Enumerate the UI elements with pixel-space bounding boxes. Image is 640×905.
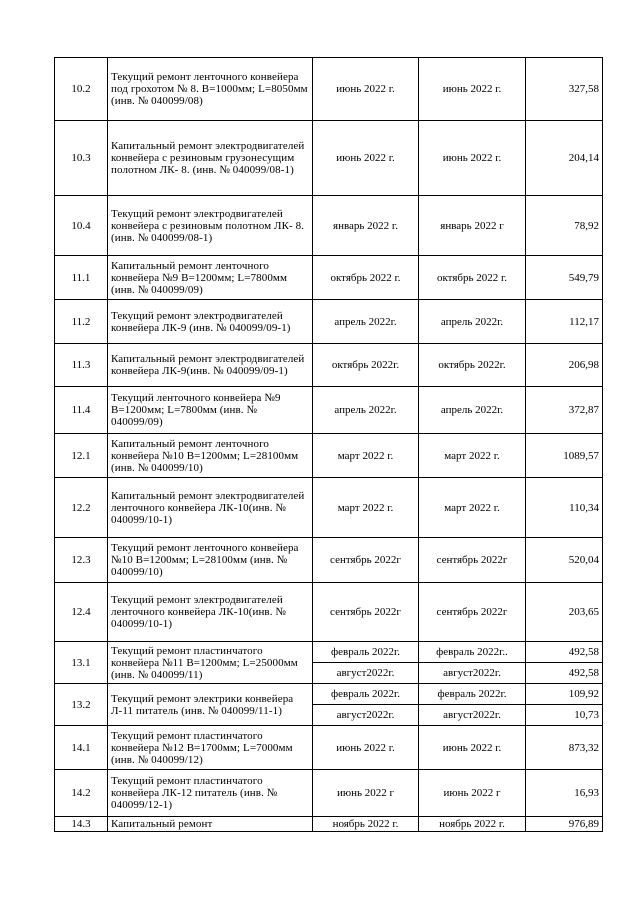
end-date: август2022г.: [419, 663, 526, 684]
row-number: 13.2: [55, 684, 108, 726]
repair-schedule-table: [54, 57, 603, 832]
amount-value: 327,58: [526, 58, 603, 121]
amount-value: 976,89: [526, 817, 603, 832]
amount-value: 112,17: [526, 300, 603, 344]
work-description: Текущий ремонт электродвигателей конвейера ЛК-9 (инв. № 040099/09-1): [108, 300, 313, 344]
table-row: [55, 726, 603, 770]
work-description: Текущий ремонт ленточного конвейера под грохотом № 8. В=1000мм; L=8050мм (инв. № 040099/08): [108, 58, 313, 121]
end-date: ноябрь 2022 г.: [419, 817, 526, 832]
start-date: март 2022 г.: [313, 434, 419, 478]
table-row: [55, 121, 603, 196]
work-description: Капитальный ремонт: [108, 817, 313, 832]
amount-value: 372,87: [526, 387, 603, 434]
end-date: апрель 2022г.: [419, 387, 526, 434]
work-description: Текущий ремонт пластинчатого конвейера №11 В=1200мм; L=25000мм (инв. № 040099/11): [108, 642, 313, 684]
work-description: Капитальный ремонт электродвигателей конвейера ЛК-9(инв. № 040099/09-1): [108, 344, 313, 387]
amount-value: 204,14: [526, 121, 603, 196]
table-row: [55, 684, 603, 705]
table-body: [55, 58, 603, 832]
table-row: [55, 256, 603, 300]
amount-value: 109,92: [526, 684, 603, 705]
table-row: [55, 434, 603, 478]
amount-value: 78,92: [526, 196, 603, 256]
row-number: 10.4: [55, 196, 108, 256]
end-date: сентябрь 2022г: [419, 583, 526, 642]
work-description: Капитальный ремонт ленточного конвейера №10 В=1200мм; L=28100мм (инв. № 040099/10): [108, 434, 313, 478]
end-date: август2022г.: [419, 705, 526, 726]
table-row: [55, 642, 603, 663]
row-number: 10.3: [55, 121, 108, 196]
amount-value: 203,65: [526, 583, 603, 642]
start-date: октябрь 2022г.: [313, 344, 419, 387]
table-row: [55, 817, 603, 832]
amount-value: 110,34: [526, 478, 603, 538]
start-date: апрель 2022г.: [313, 387, 419, 434]
row-number: 11.1: [55, 256, 108, 300]
start-date: февраль 2022г.: [313, 642, 419, 663]
row-number: 12.4: [55, 583, 108, 642]
row-number: 12.1: [55, 434, 108, 478]
end-date: февраль 2022г..: [419, 642, 526, 663]
amount-value: 10,73: [526, 705, 603, 726]
amount-value: 492,58: [526, 663, 603, 684]
row-number: 12.2: [55, 478, 108, 538]
start-date: январь 2022 г.: [313, 196, 419, 256]
table-row: [55, 478, 603, 538]
work-description: Текущий ремонт электрики конвейера Л-11 питатель (инв. № 040099/11-1): [108, 684, 313, 726]
start-date: июнь 2022 г.: [313, 58, 419, 121]
amount-value: 1089,57: [526, 434, 603, 478]
end-date: апрель 2022г.: [419, 300, 526, 344]
start-date: февраль 2022г.: [313, 684, 419, 705]
table-row: [55, 58, 603, 121]
end-date: июнь 2022 г: [419, 770, 526, 817]
table-row: [55, 538, 603, 583]
amount-value: 520,04: [526, 538, 603, 583]
row-number: 11.3: [55, 344, 108, 387]
work-description: Капитальный ремонт ленточного конвейера №9 В=1200мм; L=7800мм (инв. № 040099/09): [108, 256, 313, 300]
row-number: 13.1: [55, 642, 108, 684]
table-row: [55, 387, 603, 434]
work-description: Капитальный ремонт электродвигателей конвейера с резиновым грузонесущим полотном ЛК- 8. (инв. № 040099/08-1): [108, 121, 313, 196]
start-date: октябрь 2022 г.: [313, 256, 419, 300]
end-date: июнь 2022 г.: [419, 58, 526, 121]
end-date: июнь 2022 г.: [419, 121, 526, 196]
end-date: март 2022 г.: [419, 478, 526, 538]
start-date: август2022г.: [313, 705, 419, 726]
row-number: 11.2: [55, 300, 108, 344]
work-description: Капитальный ремонт электродвигателей ленточного конвейера ЛК-10(инв. № 040099/10-1): [108, 478, 313, 538]
start-date: июнь 2022 г.: [313, 726, 419, 770]
start-date: март 2022 г.: [313, 478, 419, 538]
work-description: Текущий ремонт электродвигателей конвейера с резиновым полотном ЛК- 8. (инв. № 040099/08-1): [108, 196, 313, 256]
amount-value: 873,32: [526, 726, 603, 770]
table-row: [55, 300, 603, 344]
end-date: октябрь 2022 г.: [419, 256, 526, 300]
work-description: Текущий ремонт пластинчатого конвейера №12 В=1700мм; L=7000мм (инв. № 040099/12): [108, 726, 313, 770]
end-date: февраль 2022г.: [419, 684, 526, 705]
work-description: Текущий ленточного конвейера №9 В=1200мм; L=7800мм (инв. № 040099/09): [108, 387, 313, 434]
table-row: [55, 344, 603, 387]
amount-value: 492,58: [526, 642, 603, 663]
end-date: январь 2022 г: [419, 196, 526, 256]
table-row: [55, 583, 603, 642]
row-number: 14.3: [55, 817, 108, 832]
amount-value: 549,79: [526, 256, 603, 300]
row-number: 14.2: [55, 770, 108, 817]
end-date: март 2022 г.: [419, 434, 526, 478]
end-date: октябрь 2022г.: [419, 344, 526, 387]
start-date: июнь 2022 г: [313, 770, 419, 817]
work-description: Текущий ремонт ленточного конвейера №10 В=1200мм; L=28100мм (инв. № 040099/10): [108, 538, 313, 583]
start-date: ноябрь 2022 г.: [313, 817, 419, 832]
start-date: август2022г.: [313, 663, 419, 684]
row-number: 10.2: [55, 58, 108, 121]
start-date: сентябрь 2022г: [313, 538, 419, 583]
start-date: июнь 2022 г.: [313, 121, 419, 196]
work-description: Текущий ремонт пластинчатого конвейера ЛК-12 питатель (инв. № 040099/12-1): [108, 770, 313, 817]
table-row: [55, 770, 603, 817]
row-number: 11.4: [55, 387, 108, 434]
end-date: июнь 2022 г.: [419, 726, 526, 770]
row-number: 12.3: [55, 538, 108, 583]
row-number: 14.1: [55, 726, 108, 770]
start-date: сентябрь 2022г: [313, 583, 419, 642]
work-description: Текущий ремонт электродвигателей ленточного конвейера ЛК-10(инв. № 040099/10-1): [108, 583, 313, 642]
amount-value: 206,98: [526, 344, 603, 387]
table-row: [55, 196, 603, 256]
start-date: апрель 2022г.: [313, 300, 419, 344]
end-date: сентябрь 2022г: [419, 538, 526, 583]
amount-value: 16,93: [526, 770, 603, 817]
